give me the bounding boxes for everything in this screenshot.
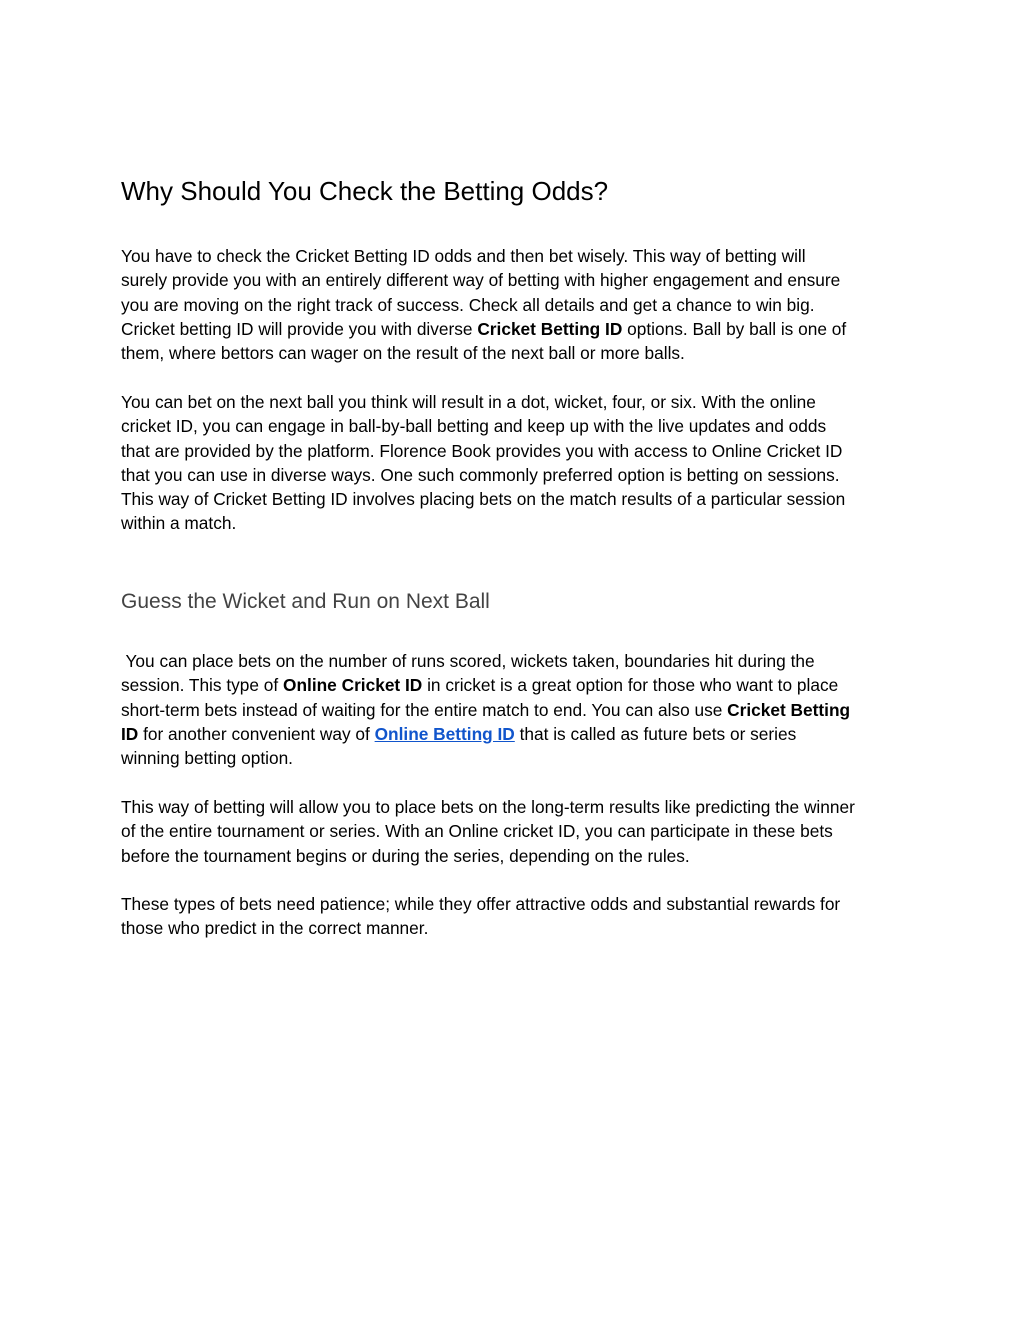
- text-line: winning betting option.: [121, 748, 293, 769]
- online-betting-id-link[interactable]: Online Betting ID: [374, 723, 515, 744]
- bold-keyword: Online Cricket ID: [283, 675, 423, 696]
- text-line: that are provided by the platform. Florence Book provides you with access to Online Cricket ID: [121, 440, 843, 461]
- text-line: [121, 722, 911, 746]
- text-line: This way of Cricket Betting ID involves placing bets on the match results of a particular session: [121, 489, 846, 510]
- bold-keyword: Cricket Betting: [727, 699, 851, 720]
- bold-keyword: Cricket Betting ID: [477, 318, 623, 339]
- text-run: options. Ball by ball is one of: [622, 318, 847, 339]
- text-line: before the tournament begins or during the series, depending on the rules.: [121, 845, 690, 866]
- text-line: surely provide you with an entirely different way of betting with higher engagement and ensure: [121, 270, 841, 291]
- text-line: [121, 317, 911, 341]
- text-run: session. This type of: [121, 675, 284, 696]
- paragraph-ball-by-ball: [121, 390, 911, 536]
- text-line: [121, 673, 911, 697]
- text-line: that you can use in diverse ways. One such commonly preferred option is betting on sessions.: [121, 464, 840, 485]
- text-run: for another convenient way of: [138, 723, 375, 744]
- text-line: of the entire tournament or series. With an Online cricket ID, you can participate in these bets: [121, 821, 833, 842]
- text-line: those who predict in the correct manner.: [121, 918, 429, 939]
- text-line: them, where bettors can wager on the result of the next ball or more balls.: [121, 343, 685, 364]
- paragraph-session-bets: [121, 649, 911, 770]
- paragraph-long-term-bets: [121, 795, 911, 868]
- bold-keyword: ID: [121, 723, 139, 744]
- text-line: You can place bets on the number of runs scored, wickets taken, boundaries hit during the: [121, 651, 815, 671]
- text-line: This way of betting will allow you to place bets on the long-term results like predicting the winner: [121, 797, 855, 817]
- text-run: Cricket betting ID will provide you with diverse: [121, 318, 478, 339]
- text-line: you are moving on the right track of success. Check all details and get a chance to win big.: [121, 294, 815, 315]
- text-run: short-term bets instead of waiting for the entire match to end. You can also use: [121, 699, 728, 720]
- text-run: that is called as future bets or series: [514, 723, 797, 744]
- text-line: You can bet on the next ball you think will result in a dot, wicket, four, or six. With the online: [121, 392, 816, 412]
- text-line: within a match.: [121, 513, 237, 534]
- text-line: You have to check the Cricket Betting ID odds and then bet wisely. This way of betting will: [121, 246, 806, 266]
- heading-guess-wicket: Guess the Wicket and Run on Next Ball: [121, 590, 490, 613]
- text-run: in cricket is a great option for those who want to place: [422, 675, 839, 696]
- paragraph-patience: [121, 892, 911, 941]
- text-line: These types of bets need patience; while they offer attractive odds and substantial rewards for: [121, 894, 841, 914]
- text-line: cricket ID, you can engage in ball-by-ball betting and keep up with the live updates and odds: [121, 416, 827, 437]
- text-line: [121, 698, 911, 722]
- paragraph-check-odds: [121, 244, 911, 365]
- heading-why-check-odds: Why Should You Check the Betting Odds?: [121, 176, 609, 206]
